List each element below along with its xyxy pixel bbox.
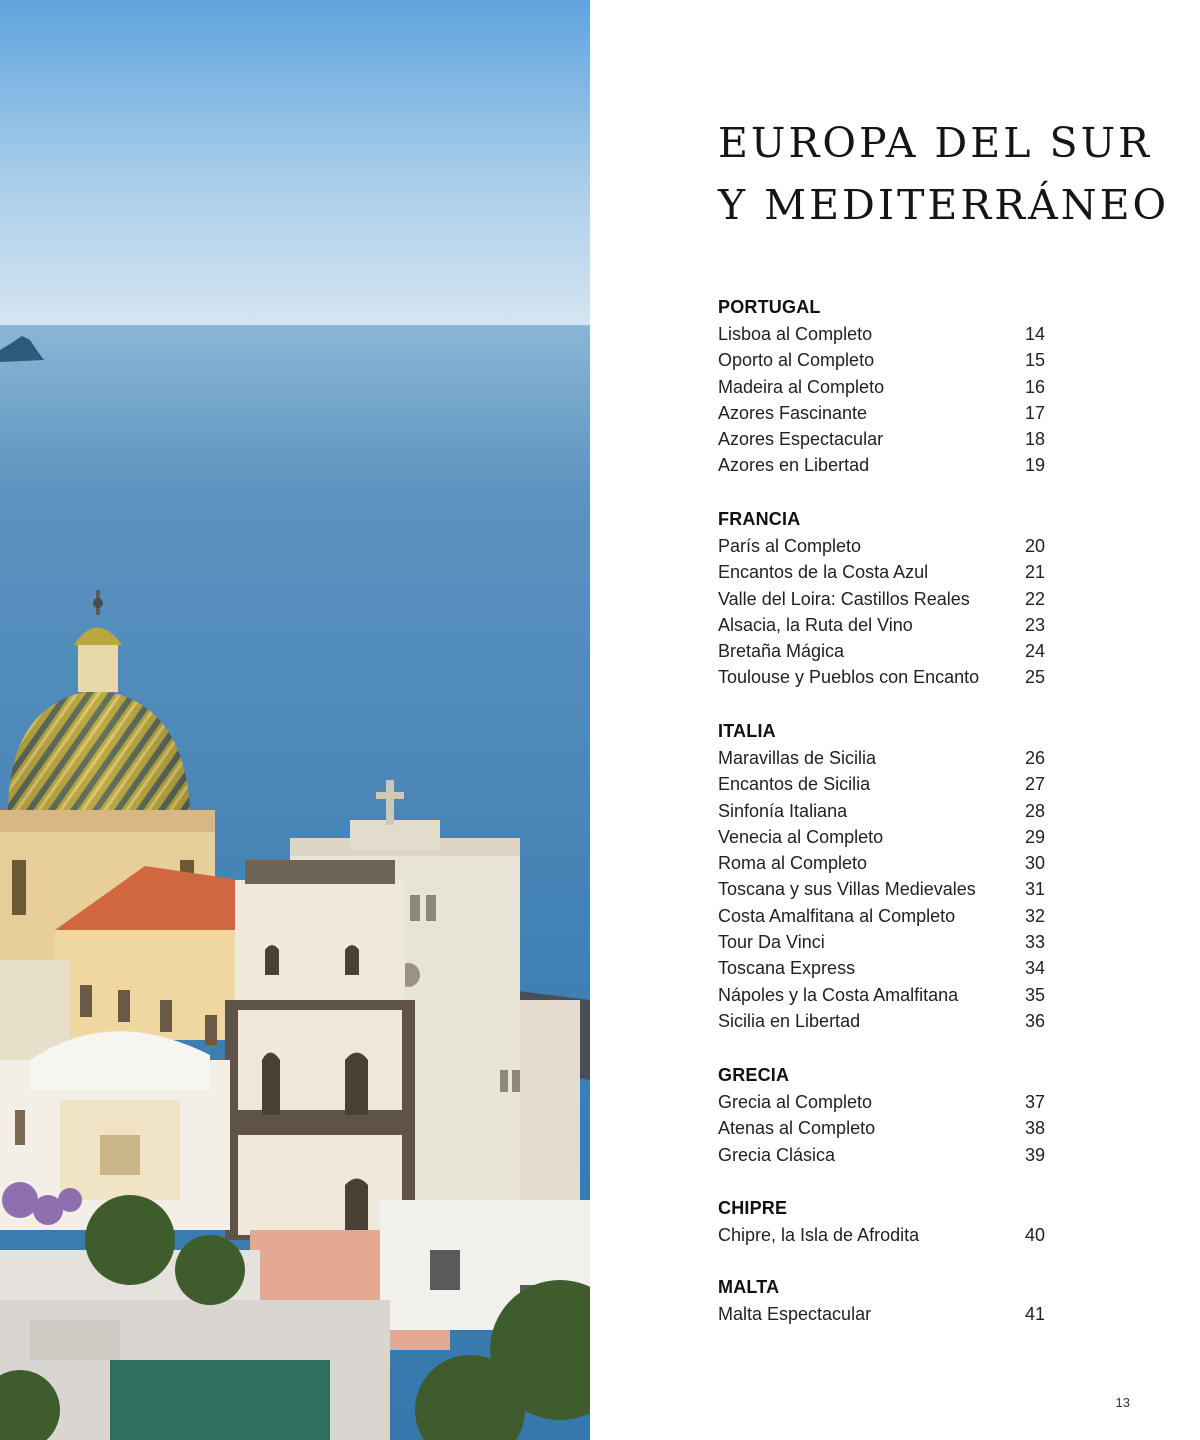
toc-item-label: Malta Espectacular (718, 1304, 872, 1324)
toc-item[interactable] (718, 876, 1058, 902)
toc-item-label: Toscana Express (718, 958, 856, 979)
toc-item-page: 28 (1025, 800, 1046, 821)
positano-landscape-image (0, 0, 590, 1440)
section-grecia (718, 1063, 1058, 1168)
toc-item[interactable] (718, 426, 1058, 452)
section-heading: GRECIA (718, 1065, 790, 1085)
toc-item-page: 37 (1025, 1092, 1046, 1112)
section-italia (718, 719, 1058, 1034)
section-portugal (718, 295, 1058, 479)
toc-item-page: 29 (1025, 826, 1046, 847)
title-line-1: EUROPA DEL SUR (718, 119, 1153, 167)
toc-item-label: París al Completo (718, 536, 862, 556)
toc-item-page: 14 (1025, 324, 1046, 344)
section-heading: FRANCIA (718, 509, 801, 529)
toc-item-page: 26 (1025, 748, 1046, 768)
toc-item-label: Alsacia, la Ruta del Vino (718, 614, 913, 635)
contents-panel (590, 0, 1200, 1440)
title-line-2: Y MEDITERRÁNEO (718, 181, 1170, 229)
toc-item-label: Encantos de la Costa Azul (718, 562, 929, 583)
toc-item-label: Sinfonía Italiana (718, 800, 848, 821)
toc-item-page: 17 (1025, 402, 1046, 423)
toc-item-page: 41 (1025, 1304, 1046, 1324)
toc-item-label: Toulouse y Pueblos con Encanto (718, 667, 980, 688)
toc-item[interactable] (718, 321, 1058, 347)
toc-item-label: Grecia al Completo (718, 1092, 873, 1112)
toc-item-page: 36 (1025, 1010, 1046, 1031)
toc-item-label: Valle del Loira: Castillos Reales (718, 588, 970, 609)
section-heading: MALTA (718, 1277, 780, 1297)
toc-item[interactable] (718, 824, 1058, 850)
page-title (718, 112, 1188, 236)
toc-item[interactable] (718, 771, 1058, 797)
toc-item-label: Azores Espectacular (718, 429, 884, 450)
toc-item-label: Azores en Libertad (718, 455, 870, 476)
toc-item-label: Venecia al Completo (718, 826, 884, 847)
toc-item[interactable] (718, 1142, 1058, 1168)
toc-item-label: Bretaña Mágica (718, 641, 845, 662)
toc-item-page: 20 (1025, 536, 1046, 556)
toc-item[interactable] (718, 982, 1058, 1008)
toc-item-label: Maravillas de Sicilia (718, 748, 877, 768)
toc-item-label: Grecia Clásica (718, 1144, 836, 1165)
toc-item[interactable] (718, 533, 1058, 559)
toc-item[interactable] (718, 955, 1058, 981)
toc-item-page: 34 (1025, 958, 1046, 979)
toc-item[interactable] (718, 1115, 1058, 1141)
toc-item[interactable] (718, 1222, 1058, 1248)
toc-item[interactable] (718, 850, 1058, 876)
toc-item-page: 24 (1025, 641, 1046, 662)
toc-item[interactable] (718, 638, 1058, 664)
toc-item-label: Encantos de Sicilia (718, 774, 871, 795)
toc-item-page: 32 (1025, 905, 1046, 926)
hero-photo (0, 0, 590, 1440)
toc-item[interactable] (718, 1008, 1058, 1034)
toc-item-page: 35 (1025, 984, 1046, 1005)
toc-item-label: Costa Amalfitana al Completo (718, 905, 956, 926)
toc-item-label: Sicilia en Libertad (718, 1010, 861, 1031)
toc-item-label: Lisboa al Completo (718, 324, 873, 344)
toc-item-page: 22 (1025, 588, 1046, 609)
section-malta (718, 1275, 1058, 1327)
toc-item[interactable] (718, 929, 1058, 955)
toc-item-page: 38 (1025, 1118, 1046, 1139)
toc-item-page: 40 (1025, 1225, 1046, 1245)
toc-item[interactable] (718, 347, 1058, 373)
toc-item-label: Roma al Completo (718, 853, 868, 874)
toc-item-label: Tour Da Vinci (718, 932, 825, 953)
toc-item-page: 25 (1025, 667, 1046, 688)
toc-item-label: Madeira al Completo (718, 376, 885, 397)
toc-item[interactable] (718, 400, 1058, 426)
toc-item[interactable] (718, 612, 1058, 638)
toc-item[interactable] (718, 374, 1058, 400)
section-heading: PORTUGAL (718, 297, 821, 317)
page-number: 13 (1115, 1395, 1130, 1410)
toc-item-label: Azores Fascinante (718, 402, 868, 423)
section-chipre (718, 1196, 1058, 1248)
toc-item[interactable] (718, 1301, 1058, 1327)
toc-item-label: Atenas al Completo (718, 1118, 876, 1139)
section-heading: CHIPRE (718, 1198, 788, 1218)
toc-item[interactable] (718, 798, 1058, 824)
section-heading: ITALIA (718, 721, 776, 741)
toc-item-page: 39 (1025, 1144, 1046, 1165)
toc-item-label: Oporto al Completo (718, 350, 875, 371)
toc-item-label: Toscana y sus Villas Medievales (718, 879, 976, 900)
toc-item-page: 23 (1025, 614, 1046, 635)
toc-item[interactable] (718, 664, 1058, 690)
toc-item-page: 33 (1025, 932, 1046, 953)
toc-item-page: 18 (1025, 429, 1046, 450)
toc-item-page: 30 (1025, 853, 1046, 874)
toc-item-page: 21 (1025, 562, 1046, 583)
section-francia (718, 507, 1058, 691)
toc-item-page: 15 (1025, 350, 1046, 371)
toc-item-page: 19 (1025, 455, 1046, 476)
toc-item[interactable] (718, 586, 1058, 612)
toc-item-label: Chipre, la Isla de Afrodita (718, 1225, 920, 1245)
toc-item-label: Nápoles y la Costa Amalfitana (718, 984, 959, 1005)
toc-item[interactable] (718, 559, 1058, 585)
toc-item[interactable] (718, 452, 1058, 478)
toc-item[interactable] (718, 745, 1058, 771)
toc-item-page: 31 (1025, 879, 1046, 900)
toc-item[interactable] (718, 903, 1058, 929)
toc-item-page: 16 (1025, 376, 1046, 397)
toc-item-page: 27 (1025, 774, 1046, 795)
toc-item[interactable] (718, 1089, 1058, 1115)
